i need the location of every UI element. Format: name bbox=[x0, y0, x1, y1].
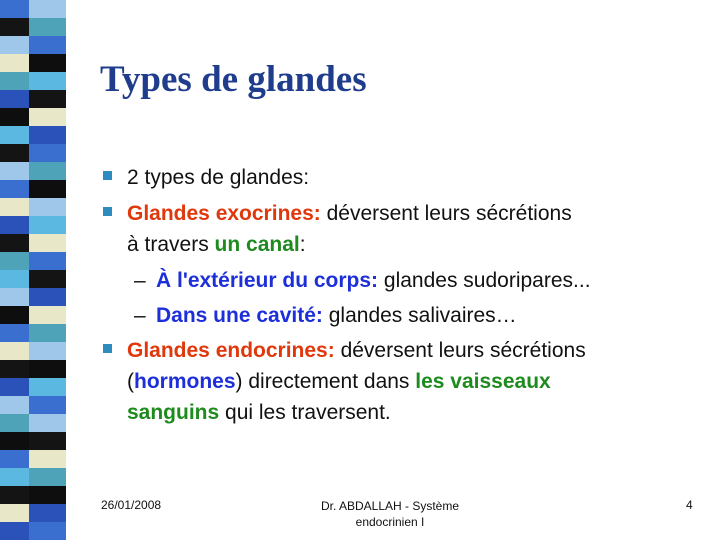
stripe-row bbox=[0, 126, 66, 144]
text: : bbox=[299, 233, 306, 256]
bullet-square-icon bbox=[103, 207, 112, 216]
stripe-block bbox=[0, 522, 29, 540]
dash-icon: – bbox=[134, 304, 146, 327]
stripe-row bbox=[0, 270, 66, 288]
text: ) directement dans bbox=[235, 370, 416, 393]
stripe-block bbox=[0, 216, 29, 234]
stripe-block bbox=[29, 360, 66, 378]
stripe-block bbox=[29, 414, 66, 432]
stripe-block bbox=[0, 270, 29, 288]
footer-page-number: 4 bbox=[686, 498, 693, 512]
stripe-block bbox=[29, 450, 66, 468]
bullet-square-icon bbox=[103, 344, 112, 353]
stripe-block bbox=[29, 216, 66, 234]
stripe-block bbox=[29, 396, 66, 414]
stripe-block bbox=[0, 378, 29, 396]
bullet-exocrine bbox=[103, 198, 703, 260]
stripe-block bbox=[0, 180, 29, 198]
stripe-block bbox=[0, 72, 29, 90]
sub-line bbox=[156, 300, 703, 331]
stripe-block bbox=[29, 54, 66, 72]
stripe-block bbox=[29, 288, 66, 306]
bullet-types bbox=[103, 162, 703, 193]
stripe-block bbox=[29, 0, 66, 18]
bullet-line bbox=[127, 335, 703, 366]
stripe-row bbox=[0, 486, 66, 504]
stripe-row bbox=[0, 342, 66, 360]
stripe-block bbox=[29, 162, 66, 180]
footer-date: 26/01/2008 bbox=[101, 498, 162, 512]
bullet-line bbox=[127, 229, 703, 260]
stripe-block bbox=[29, 198, 66, 216]
term-canal: un canal bbox=[214, 233, 300, 256]
stripe-row bbox=[0, 54, 66, 72]
stripe-block bbox=[29, 486, 66, 504]
stripe-row bbox=[0, 252, 66, 270]
stripe-row bbox=[0, 378, 66, 396]
text: glandes sudoripares... bbox=[378, 269, 591, 292]
term-sanguins: sanguins bbox=[127, 401, 220, 424]
stripe-row bbox=[0, 144, 66, 162]
term-cavity: Dans une cavité: bbox=[156, 304, 323, 327]
stripe-block bbox=[0, 288, 29, 306]
term-exterior: À l'extérieur du corps: bbox=[156, 269, 379, 292]
bullet-text: 2 types de glandes: bbox=[127, 166, 310, 189]
decorative-stripe-bar bbox=[0, 0, 66, 540]
stripe-block bbox=[0, 414, 29, 432]
stripe-row bbox=[0, 468, 66, 486]
stripe-block bbox=[0, 468, 29, 486]
stripe-block bbox=[29, 432, 66, 450]
stripe-block bbox=[0, 306, 29, 324]
stripe-block bbox=[0, 252, 29, 270]
footer-author-line2: endocrinien I bbox=[355, 515, 425, 529]
stripe-block bbox=[29, 108, 66, 126]
stripe-row bbox=[0, 414, 66, 432]
stripe-row bbox=[0, 72, 66, 90]
stripe-block bbox=[29, 252, 66, 270]
stripe-block bbox=[29, 522, 66, 540]
stripe-row bbox=[0, 324, 66, 342]
stripe-block bbox=[29, 468, 66, 486]
stripe-block bbox=[29, 270, 66, 288]
stripe-block bbox=[0, 450, 29, 468]
stripe-block bbox=[0, 234, 29, 252]
stripe-block bbox=[0, 342, 29, 360]
stripe-row bbox=[0, 396, 66, 414]
stripe-block bbox=[0, 504, 29, 522]
sub-bullet-cavity bbox=[103, 300, 703, 331]
stripe-block bbox=[0, 432, 29, 450]
stripe-block bbox=[29, 144, 66, 162]
stripe-block bbox=[29, 72, 66, 90]
stripe-row bbox=[0, 36, 66, 54]
stripe-block bbox=[29, 324, 66, 342]
stripe-block bbox=[29, 378, 66, 396]
stripe-row bbox=[0, 90, 66, 108]
term-vessels: les vaisseaux bbox=[415, 370, 551, 393]
stripe-row bbox=[0, 504, 66, 522]
slide-content bbox=[103, 162, 703, 433]
stripe-block bbox=[0, 324, 29, 342]
stripe-row bbox=[0, 216, 66, 234]
term-exocrine: Glandes exocrines: bbox=[127, 202, 321, 225]
stripe-block bbox=[29, 90, 66, 108]
stripe-block bbox=[0, 162, 29, 180]
stripe-row bbox=[0, 450, 66, 468]
term-endocrine: Glandes endocrines: bbox=[127, 339, 335, 362]
footer-author-line1: Dr. ABDALLAH - Système bbox=[320, 499, 460, 513]
bullet-square-icon bbox=[103, 171, 112, 180]
sub-line bbox=[156, 265, 703, 296]
stripe-block bbox=[0, 126, 29, 144]
text: à travers bbox=[127, 233, 215, 256]
bullet-line bbox=[127, 198, 703, 229]
stripe-block bbox=[0, 18, 29, 36]
text: déversent leurs sécrétions bbox=[334, 339, 586, 362]
stripe-block bbox=[29, 504, 66, 522]
bullet-line bbox=[127, 366, 703, 397]
text: qui les traversent. bbox=[219, 401, 391, 424]
term-hormones: hormones bbox=[134, 370, 236, 393]
stripe-row bbox=[0, 306, 66, 324]
text: glandes salivaires… bbox=[322, 304, 517, 327]
stripe-row bbox=[0, 162, 66, 180]
stripe-block bbox=[0, 198, 29, 216]
text: déversent leurs sécrétions bbox=[320, 202, 572, 225]
stripe-block bbox=[29, 234, 66, 252]
stripe-row bbox=[0, 234, 66, 252]
sub-bullet-exterior bbox=[103, 265, 703, 296]
bullet-endocrine bbox=[103, 335, 703, 428]
stripe-block bbox=[0, 396, 29, 414]
stripe-block bbox=[29, 18, 66, 36]
stripe-block bbox=[0, 54, 29, 72]
stripe-row bbox=[0, 432, 66, 450]
stripe-block bbox=[0, 0, 29, 18]
bullet-line bbox=[127, 397, 703, 428]
stripe-block bbox=[0, 486, 29, 504]
stripe-block bbox=[0, 360, 29, 378]
stripe-block bbox=[0, 144, 29, 162]
stripe-row bbox=[0, 18, 66, 36]
stripe-row bbox=[0, 522, 66, 540]
slide-title: Types de glandes bbox=[100, 59, 367, 100]
footer-author bbox=[290, 498, 490, 530]
stripe-block bbox=[0, 90, 29, 108]
stripe-row bbox=[0, 0, 66, 18]
stripe-row bbox=[0, 360, 66, 378]
stripe-block bbox=[29, 342, 66, 360]
stripe-block bbox=[29, 180, 66, 198]
stripe-row bbox=[0, 108, 66, 126]
stripe-block bbox=[0, 108, 29, 126]
stripe-block bbox=[29, 306, 66, 324]
stripe-row bbox=[0, 288, 66, 306]
dash-icon: – bbox=[134, 269, 146, 292]
stripe-block bbox=[29, 36, 66, 54]
stripe-block bbox=[29, 126, 66, 144]
text: ( bbox=[127, 370, 134, 393]
stripe-row bbox=[0, 198, 66, 216]
stripe-block bbox=[0, 36, 29, 54]
stripe-row bbox=[0, 180, 66, 198]
